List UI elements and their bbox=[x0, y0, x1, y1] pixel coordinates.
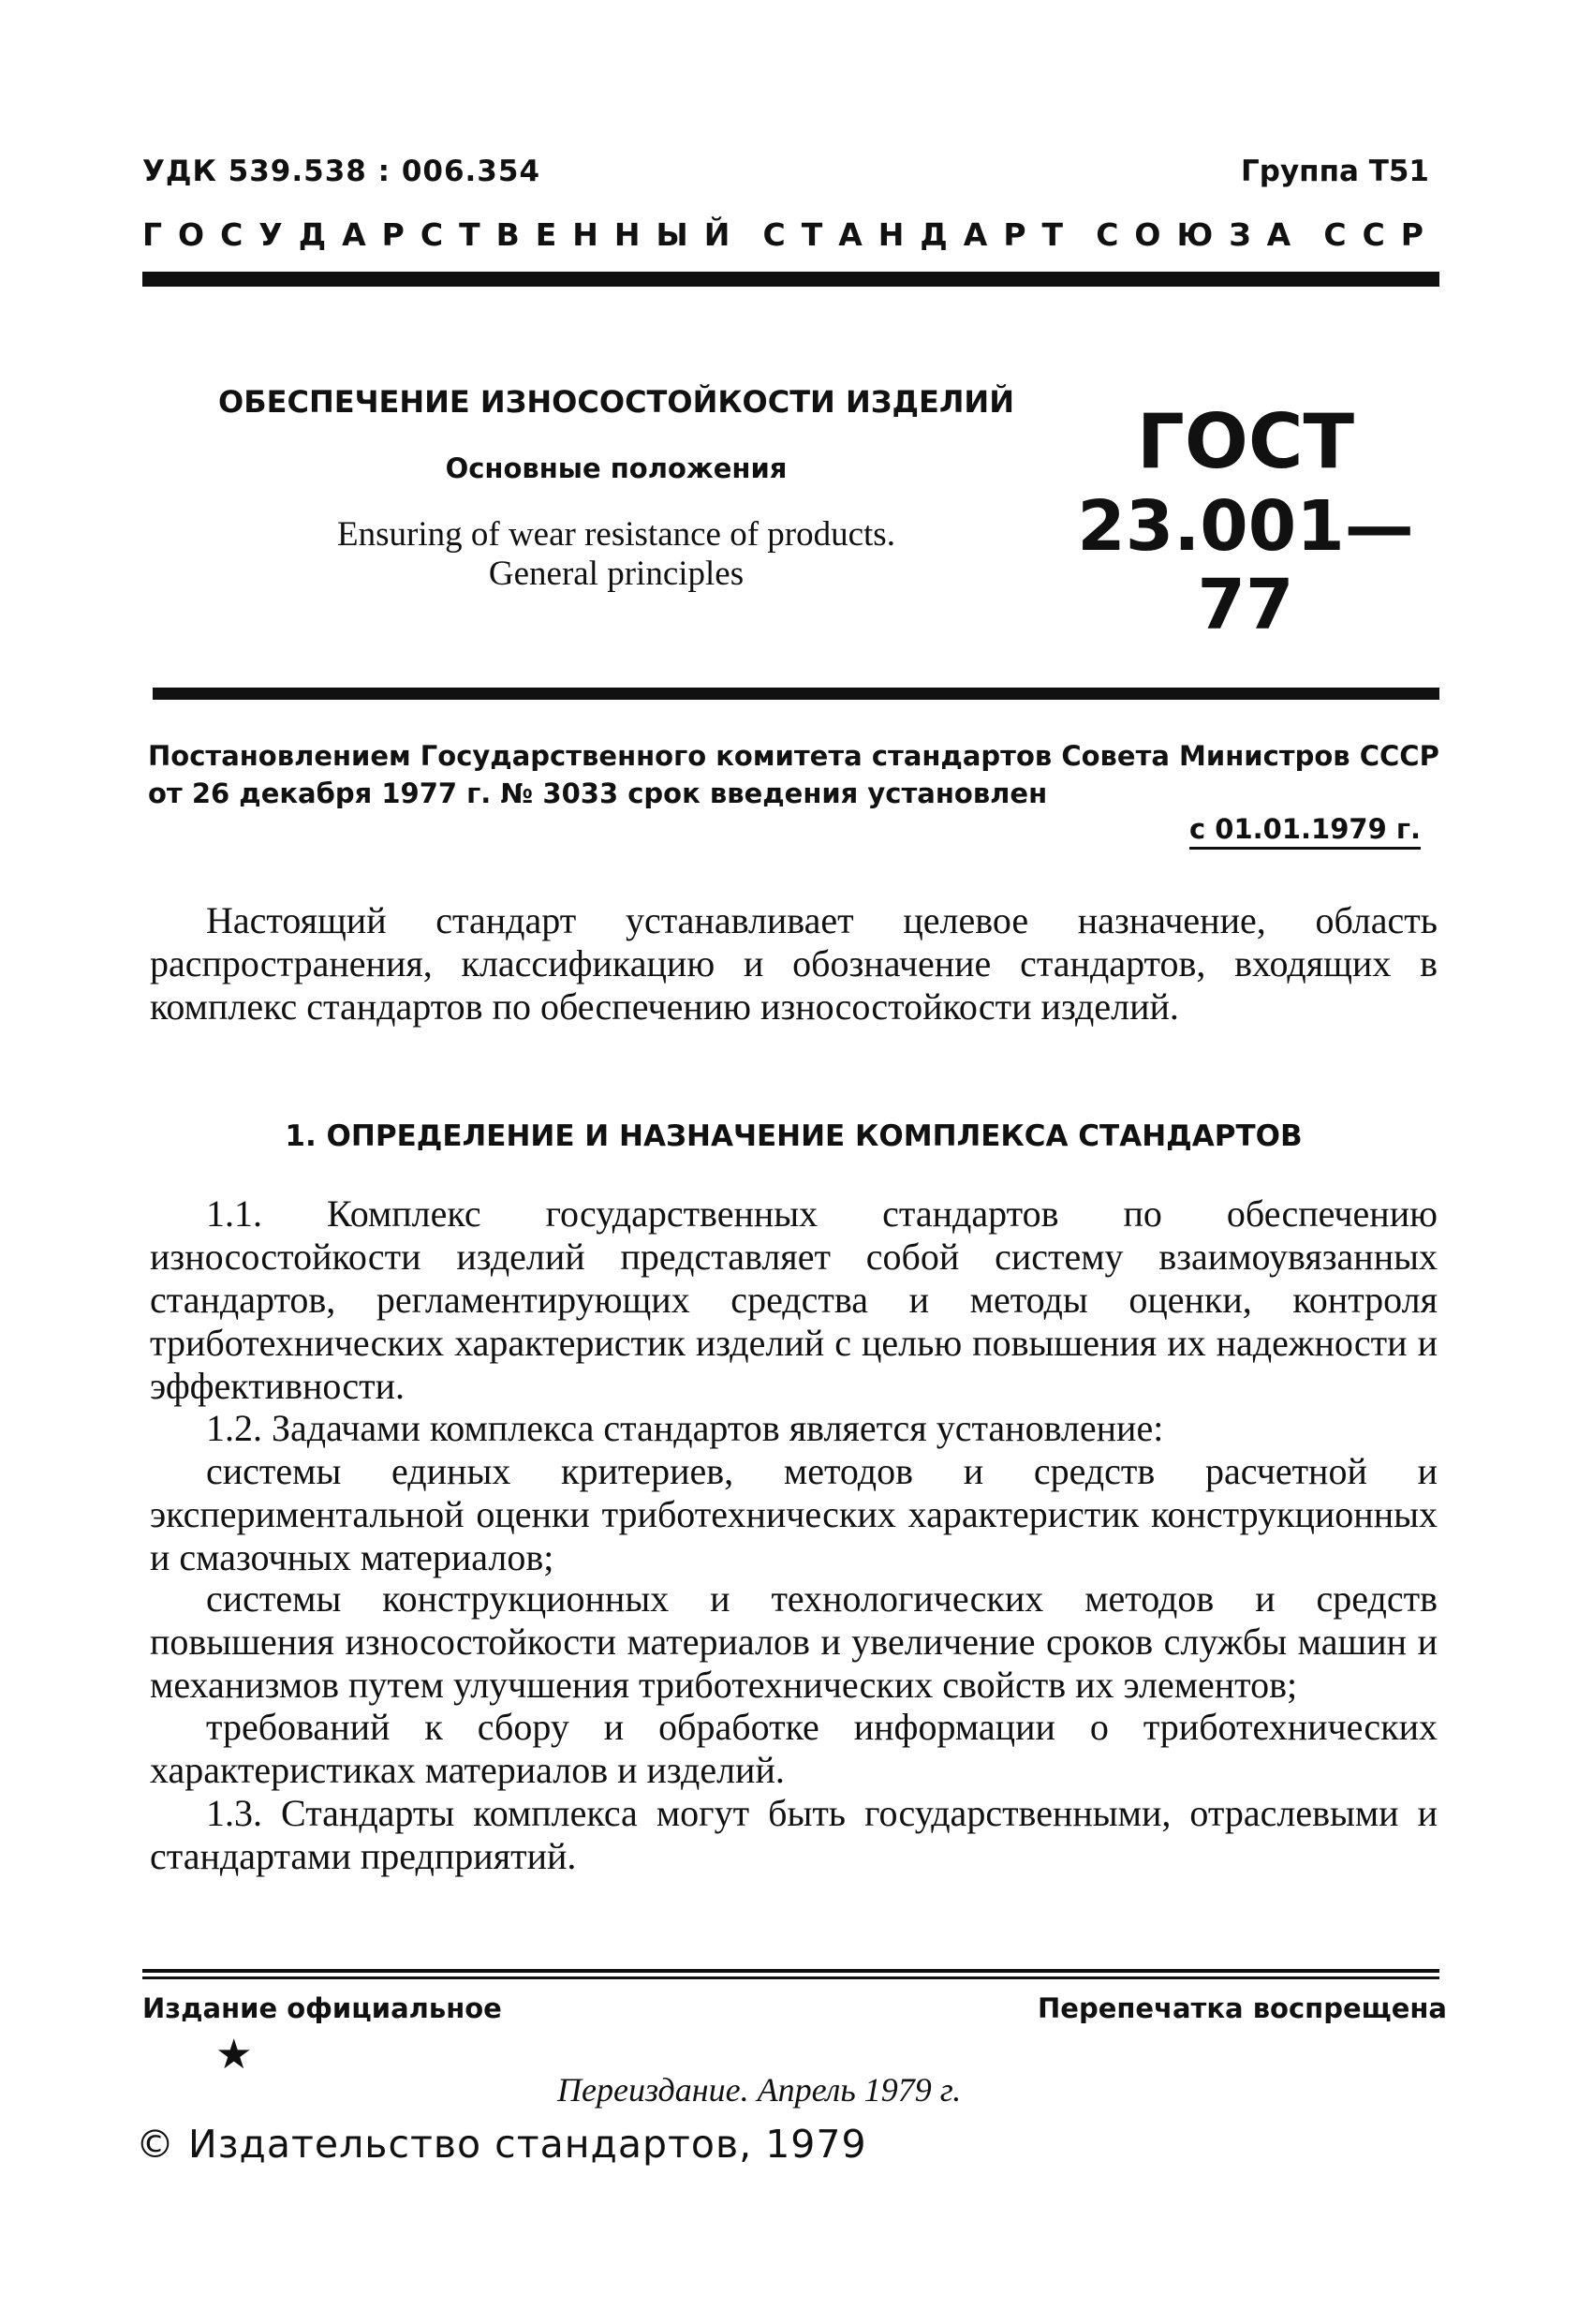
introduction-date: с 01.01.1979 г. bbox=[1189, 813, 1421, 850]
paragraph-1-3: 1.3. Стандарты комплекса могут быть государственными, отраслевыми и стандартами предприятий. bbox=[150, 1792, 1438, 1877]
gost-number: 23.001—77 bbox=[1077, 486, 1414, 645]
org-word: ГОСУДАРСТВЕННЫЙ bbox=[142, 216, 746, 253]
no-reprint-notice: Перепечатка воспрещена bbox=[1038, 1992, 1447, 2024]
paragraph-1-1: 1.1. Комплекс государственных стандартов по обеспечению износостойкости изделий представляет собой систему взаимоувязанных стандартов, регламентирующих средства и методы оценки, контроля триботехнических характеристик изделий с целью повышения их надежности и эффективности. bbox=[150, 1192, 1438, 1407]
group-code: Группа Т51 bbox=[1241, 155, 1429, 188]
gost-label: ГОСТ bbox=[1136, 398, 1355, 485]
top-rule bbox=[142, 272, 1439, 287]
title-en bbox=[214, 515, 1019, 594]
org-word: СОЮЗА bbox=[1096, 216, 1307, 253]
copyright: © Издательство стандартов, 1979 bbox=[136, 2122, 867, 2167]
intro-paragraph: Настоящий стандарт устанавливает целевое назначение, область распространения, классификацию и обозначение стандартов, входящих в комплекс стандартов по обеспечению износостойкости изделий. bbox=[150, 899, 1438, 1028]
title-en-line: Ensuring of wear resistance of products. bbox=[337, 515, 895, 554]
list-item: требований к сбору и обработке информации о триботехнических характеристиках материалов и изделий. bbox=[150, 1706, 1438, 1791]
org-word: СТАНДАРТ bbox=[762, 216, 1080, 253]
footer-rule bbox=[142, 1976, 1439, 1979]
reprint-note: Переиздание. Апрель 1979 г. bbox=[557, 2071, 962, 2109]
list-item: системы конструкционных и технологических методов и средств повышения износостойкости материалов и увеличение сроков службы машин и механизмов путем улучшения триботехнических свойств их элементов; bbox=[150, 1577, 1438, 1706]
udk-code: УДК 539.538 : 006.354 bbox=[142, 155, 541, 188]
subtitle-ru: Основные положения bbox=[445, 452, 788, 484]
org-line bbox=[142, 216, 1439, 253]
star-icon: ★ bbox=[215, 2031, 253, 2079]
decree-text: Постановлением Государственного комитета стандартов Совета Министров СССР от 26 декабря 1977 г. № 3033 срок введения установлен bbox=[148, 740, 1439, 809]
list-item: системы единых критериев, методов и средств расчетной и экспериментальной оценки триботехнических характеристик конструкционных и смазочных материалов; bbox=[150, 1450, 1438, 1578]
official-edition: Издание официальное bbox=[142, 1992, 502, 2024]
title-en-line: General principles bbox=[488, 555, 745, 593]
org-word: ССР bbox=[1323, 216, 1439, 253]
paragraph-1-2: 1.2. Задачами комплекса стандартов является установление: bbox=[206, 1407, 1164, 1449]
section-heading: 1. ОПРЕДЕЛЕНИЕ И НАЗНАЧЕНИЕ КОМПЛЕКСА СТАНДАРТОВ bbox=[285, 1119, 1303, 1153]
title-ru: ОБЕСПЕЧЕНИЕ ИЗНОСОСТОЙКОСТИ ИЗДЕЛИЙ bbox=[218, 384, 1014, 420]
footer-rule bbox=[142, 1969, 1439, 1973]
mid-rule bbox=[153, 688, 1439, 700]
